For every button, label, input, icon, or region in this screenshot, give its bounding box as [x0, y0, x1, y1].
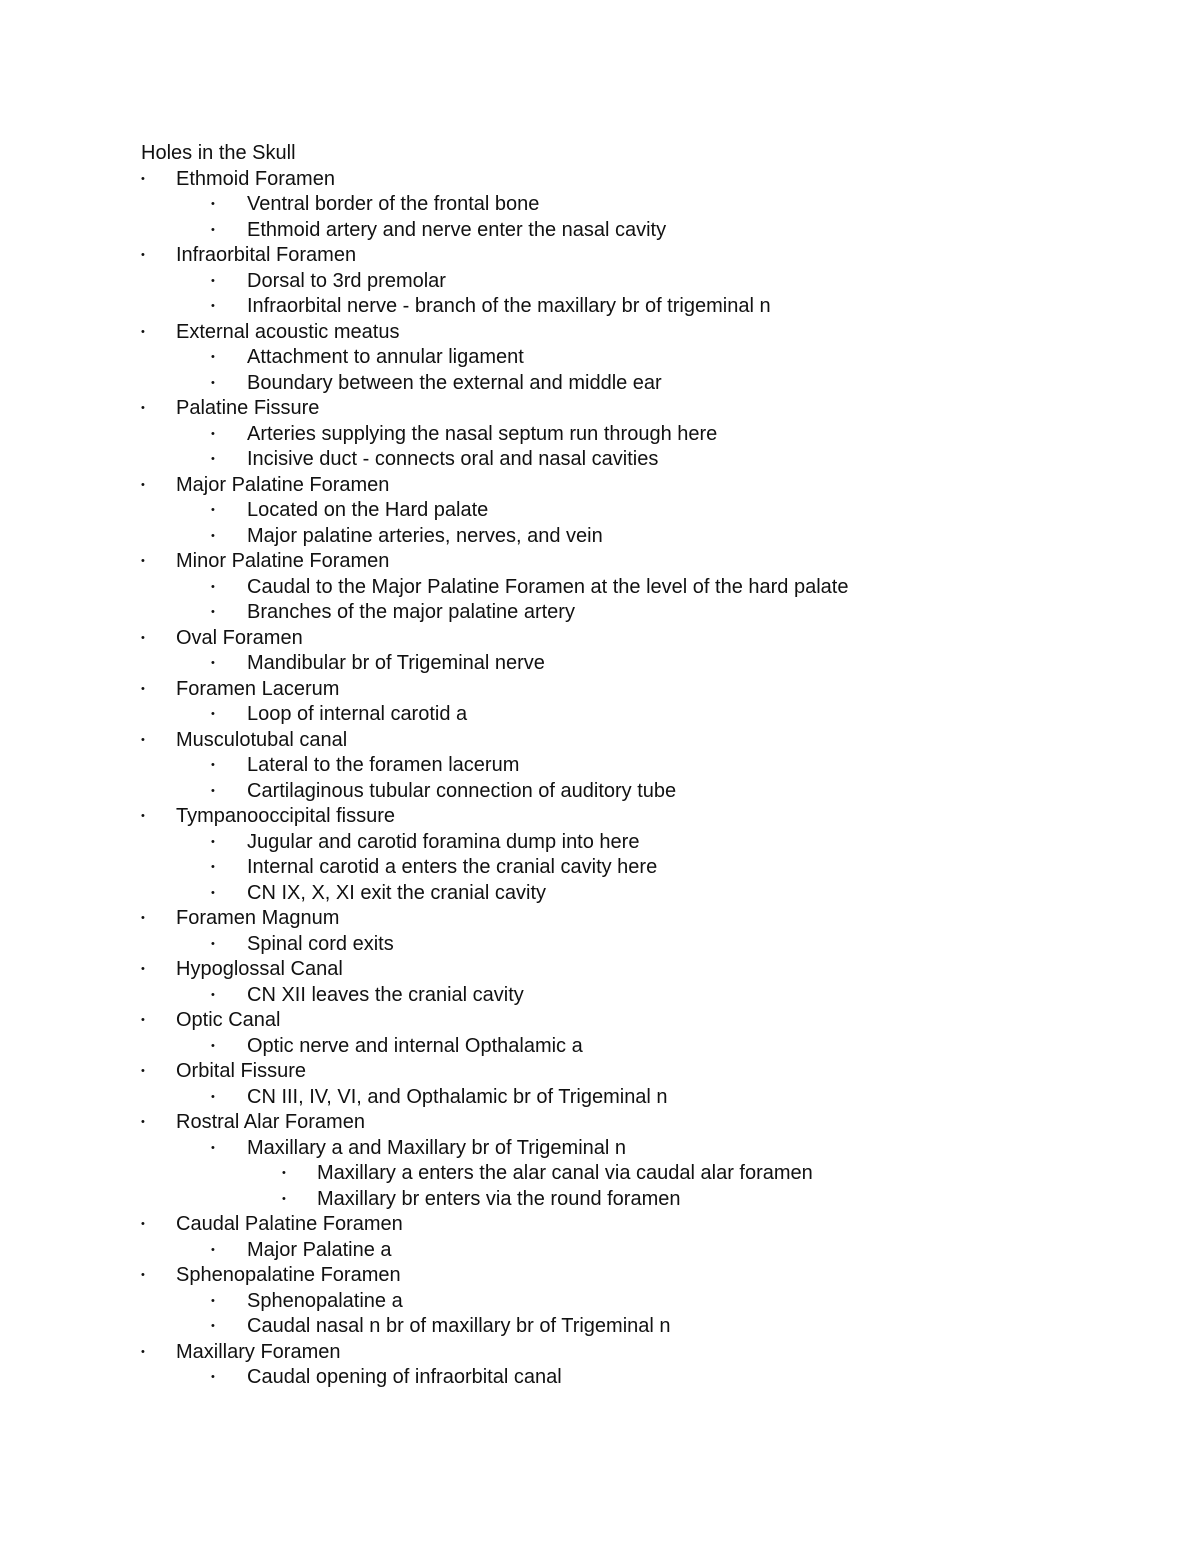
bullet-icon: • [211, 580, 215, 593]
bullet-icon: • [141, 1116, 145, 1128]
outline-item [0, 728, 1200, 754]
outline-subitem [0, 830, 1200, 856]
bullet-icon: • [141, 810, 145, 822]
bullet-icon: • [211, 937, 215, 950]
outline-item [0, 906, 1200, 932]
outline-subsubitem [0, 1187, 1200, 1213]
outline-subitem [0, 498, 1200, 524]
outline-subsubitem [0, 1161, 1200, 1187]
outline-item-text: Boundary between the external and middle ear [247, 371, 662, 394]
outline-item-text: Orbital Fissure [176, 1060, 307, 1082]
bullet-icon: • [211, 1243, 215, 1256]
outline-item-text: Branches of the major palatine artery [247, 601, 575, 623]
bullet-icon: • [141, 963, 145, 975]
outline-subitem [0, 881, 1200, 907]
bullet-icon: • [211, 504, 215, 516]
outline-subitem [0, 1289, 1200, 1315]
bullet-icon: • [211, 861, 215, 873]
outline-item-text: Foramen Magnum [176, 907, 340, 929]
bullet-icon: • [211, 223, 215, 236]
outline-item [0, 804, 1200, 830]
outline-item-text: Major Palatine a [247, 1238, 392, 1261]
bullet-icon: • [141, 631, 145, 644]
bullet-icon: • [141, 402, 145, 414]
outline-item-text: Optic Canal [176, 1009, 281, 1031]
outline-item-text: Cartilaginous tubular connection of auditory tube [247, 779, 677, 802]
outline-subitem [0, 345, 1200, 371]
bullet-icon: • [141, 912, 145, 924]
outline-subitem [0, 192, 1200, 218]
outline-subitem [0, 422, 1200, 448]
outline-item-text: CN III, IV, VI, and Opthalamic br of Trigeminal n [247, 1085, 668, 1108]
bullet-icon: • [211, 606, 215, 618]
bullet-icon: • [211, 657, 215, 669]
outline-item-text: Located on the Hard palate [247, 499, 489, 521]
outline-item-text: Loop of internal carotid a [247, 703, 468, 725]
outline-subitem [0, 1085, 1200, 1111]
outline-item-text: External acoustic meatus [176, 320, 400, 343]
outline-item-text: Maxillary a and Maxillary br of Trigeminal n [247, 1136, 627, 1159]
outline-item-text: Infraorbital nerve - branch of the maxillary br of trigeminal n [247, 295, 771, 317]
outline-item [0, 243, 1200, 269]
outline-item-text: CN XII leaves the cranial cavity [247, 983, 524, 1006]
outline-item-text: Rostral Alar Foramen [176, 1111, 365, 1133]
outline-item-text: Arteries supplying the nasal septum run through here [247, 422, 718, 445]
outline-item-text: Jugular and carotid foramina dump into here [247, 830, 640, 853]
outline-item [0, 167, 1200, 193]
outline-subitem [0, 1238, 1200, 1264]
bullet-icon: • [211, 1294, 215, 1307]
outline-item-text: Major palatine arteries, nerves, and vein [247, 524, 603, 547]
outline-list [0, 167, 1200, 1391]
outline-subitem [0, 983, 1200, 1009]
outline-subitem [0, 218, 1200, 244]
bullet-icon: • [211, 198, 215, 210]
bullet-icon: • [141, 733, 145, 746]
document-title: Holes in the Skull [141, 142, 296, 164]
outline-subitem [0, 294, 1200, 320]
outline-item-text: Internal carotid a enters the cranial cavity here [247, 856, 658, 878]
outline-item [0, 473, 1200, 499]
bullet-icon: • [211, 886, 215, 899]
outline-item-text: Hypoglossal Canal [176, 958, 343, 980]
bullet-icon: • [211, 988, 215, 1001]
outline-item-text: CN IX, X, XI exit the cranial cavity [247, 881, 546, 904]
outline-item [0, 320, 1200, 346]
outline-item-text: Caudal to the Major Palatine Foramen at the level of the hard palate [247, 575, 849, 598]
outline-subitem [0, 753, 1200, 779]
bullet-icon: • [211, 453, 215, 465]
outline-item-text: Oval Foramen [176, 626, 303, 649]
outline-item-text: Ethmoid Foramen [176, 167, 335, 190]
bullet-icon: • [211, 1090, 215, 1103]
bullet-icon: • [141, 555, 145, 567]
outline-item-text: Incisive duct - connects oral and nasal cavities [247, 448, 659, 470]
outline-item [0, 396, 1200, 422]
outline-item-text: Minor Palatine Foramen [176, 550, 390, 572]
outline-subitem [0, 779, 1200, 805]
outline-item [0, 1008, 1200, 1034]
bullet-icon: • [141, 1065, 145, 1077]
outline-item [0, 1059, 1200, 1085]
outline-subitem [0, 651, 1200, 677]
bullet-icon: • [211, 835, 215, 848]
bullet-icon: • [211, 1320, 215, 1332]
outline-item-text: Dorsal to 3rd premolar [247, 269, 446, 292]
bullet-icon: • [211, 427, 215, 440]
bullet-icon: • [141, 478, 145, 491]
bullet-icon: • [211, 784, 215, 797]
bullet-icon: • [211, 529, 215, 542]
outline-subitem [0, 524, 1200, 550]
outline-item [0, 1263, 1200, 1289]
outline-item-text: Caudal opening of infraorbital canal [247, 1366, 562, 1388]
outline-item-text: Foramen Lacerum [176, 677, 340, 700]
outline-item-text: Caudal Palatine Foramen [176, 1213, 403, 1235]
outline-item [0, 626, 1200, 652]
outline-item-text: Maxillary br enters via the round foramen [317, 1187, 681, 1210]
outline-item-text: Caudal nasal n br of maxillary br of Trigeminal n [247, 1315, 671, 1337]
outline-item-text: Maxillary a enters the alar canal via caudal alar foramen [317, 1162, 813, 1184]
outline-subitem [0, 932, 1200, 958]
bullet-icon: • [141, 682, 145, 695]
bullet-icon: • [282, 1192, 286, 1205]
bullet-icon: • [211, 759, 215, 771]
outline-item [0, 1212, 1200, 1238]
bullet-icon: • [211, 351, 215, 363]
outline-subitem [0, 269, 1200, 295]
bullet-icon: • [211, 1141, 215, 1154]
bullet-icon: • [141, 1218, 145, 1230]
outline-subitem [0, 1365, 1200, 1391]
outline-subitem [0, 1314, 1200, 1340]
bullet-icon: • [211, 300, 215, 312]
outline-item [0, 1110, 1200, 1136]
outline-item-text: Spinal cord exits [247, 932, 394, 955]
outline-item-text: Sphenopalatine Foramen [176, 1264, 401, 1286]
bullet-icon: • [141, 1014, 145, 1026]
outline-item-text: Ventral border of the frontal bone [247, 193, 540, 215]
bullet-icon: • [211, 376, 215, 389]
outline-subitem [0, 1136, 1200, 1162]
outline-subitem [0, 447, 1200, 473]
outline-item-text: Infraorbital Foramen [176, 244, 357, 266]
bullet-icon: • [141, 1269, 145, 1281]
outline-item [0, 957, 1200, 983]
outline-subitem [0, 1034, 1200, 1060]
outline-item-text: Lateral to the foramen lacerum [247, 754, 520, 776]
bullet-icon: • [141, 249, 145, 261]
bullet-icon: • [211, 274, 215, 287]
outline-subitem [0, 575, 1200, 601]
outline-item-text: Maxillary Foramen [176, 1340, 341, 1363]
bullet-icon: • [141, 325, 145, 338]
outline-subitem [0, 371, 1200, 397]
outline-item-text: Tympanooccipital fissure [176, 805, 395, 827]
outline-item-text: Ethmoid artery and nerve enter the nasal cavity [247, 218, 667, 241]
bullet-icon: • [282, 1167, 286, 1179]
outline-subitem [0, 600, 1200, 626]
bullet-icon: • [141, 1345, 145, 1358]
outline-item [0, 549, 1200, 575]
outline-item-text: Optic nerve and internal Opthalamic a [247, 1034, 583, 1057]
outline-item-text: Major Palatine Foramen [176, 473, 390, 496]
bullet-icon: • [211, 1039, 215, 1052]
outline-item [0, 677, 1200, 703]
outline-item-text: Sphenopalatine a [247, 1289, 403, 1312]
outline-item [0, 1340, 1200, 1366]
bullet-icon: • [141, 172, 145, 185]
bullet-icon: • [211, 708, 215, 720]
bullet-icon: • [211, 1371, 215, 1383]
outline-item-text: Musculotubal canal [176, 728, 348, 751]
outline-subitem [0, 702, 1200, 728]
outline-item-text: Attachment to annular ligament [247, 346, 524, 368]
outline-subitem [0, 855, 1200, 881]
outline-item-text: Mandibular br of Trigeminal nerve [247, 652, 545, 674]
outline-item-text: Palatine Fissure [176, 397, 320, 419]
